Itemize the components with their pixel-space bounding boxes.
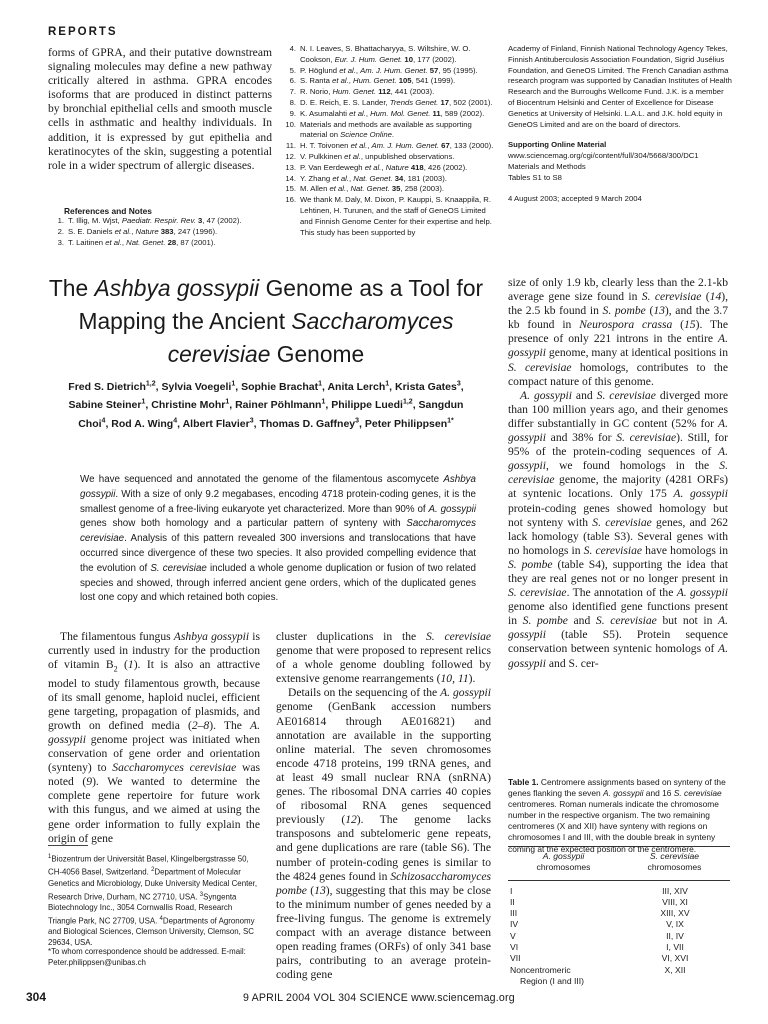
references-list-col1 xyxy=(48,216,272,248)
references-heading: References and Notes xyxy=(64,206,152,216)
reference-item: 15. M. Allen et al., Nat. Genet. 35, 258 (2003). xyxy=(285,184,445,194)
supporting-material-list xyxy=(508,151,732,183)
table-body xyxy=(508,880,730,988)
reference-item: 1. T. Illig, M. Wjst, Paediatr. Respir. Rev. 3, 47 (2002). xyxy=(57,216,242,225)
title-italic-species: Saccharomyces cerevisiae xyxy=(167,308,454,367)
previous-article-text: forms of GPRA, and their putative downstream signaling molecules may define a new pathway critically altered in asthma. GPRA encodes isoforms that are produced in distinct patterns by bronchial epithelial cells and smooth muscle cells in asthmatic and healthy individuals. In addition, it is expressed by gut epithelia and keratinocytes of the skin, suggesting a potential role in a wider spectrum of allergic diseases. xyxy=(48,46,272,172)
reference-item: 4. N. I. Leaves, S. Bhattacharyya, S. Wiltshire, W. O. Cookson, Eur. J. Hum. Genet. 10, 177 (2002). xyxy=(289,44,471,64)
abstract: We have sequenced and annotated the genome of the filamentous ascomycete Ashbya gossypii. With a size of only 9.2 megabases, encoding 4718 protein-coding genes, it is the smallest genome of a free-living eukaryote yet characterized. More than 90% of A. gossypii genes show both homology and a particular pattern of synteny with Saccharomyces cerevisiae. Analysis of this pattern revealed 300 inversions and translocations that have occurred since divergence of these two species. It also provided compelling evidence that the evolution of S. cerevisiae included a whole genome duplication or fusion of two related species and showed, through inferred ancient gene orders, which of the duplicated genes lost one copy and which retained both copies. xyxy=(80,474,477,604)
author-name: Christine Mohr$^1$, xyxy=(151,398,236,412)
table-cell-a-gossypii: Noncentromeric xyxy=(510,964,571,975)
table-cell-s-cerevisiae xyxy=(625,976,730,987)
table-header xyxy=(508,847,730,880)
author-name: Sangdun Choi$^4$, xyxy=(78,399,464,431)
table-cell-a-gossypii: III xyxy=(510,908,518,919)
table-cell-a-gossypii: VI xyxy=(510,942,519,953)
table-row xyxy=(508,931,730,942)
body-paragraph: cluster duplications in the S. cerevisiae genome that were proposed to represent relics of a whole genome doubling followed by extensive genome rearrangements (10, 11). xyxy=(276,630,492,686)
author-name: Rod A. Wing$^4$, xyxy=(111,417,183,431)
body-paragraph: Details on the sequencing of the A. gossypii genome (GenBank accession numbers AE016814 through AE016821) and annotation are available in the supporting online material. The seven chromosomes encode 4718 proteins, 199 tRNA genes, and at least 49 small nuclear RNA (snRNA) genes. The ribosomal DNA carries 40 copies of ribosomal RNA genes sequenced previously (12). The genome lacks transposons and subtelomeric gene repeats, and gene duplications are rare (table S6). The number of protein-coding genes is similar to the 4824 genes found in Schizosaccharomyces pombe (13), suggesting that this may be close to the minimum number of genes needed by a free-living fungus. The genome is extremely compact with an average distance between open reading frames (ORFs) of only 341 base pairs, contributing to an average protein-coding gene xyxy=(276,686,492,982)
table-cell-a-gossypii: IV xyxy=(510,919,519,930)
body-text-col1: The filamentous fungus Ashbya gossypii is currently used in industry for the production of vitamin $B_2$ (1). It is also an attractive model to study filamentous growth, because of its small genome, haploid nuclei, efficient gene targeting, propagation of plasmids, and growth on defined media (2–8). The A. gossypii genome project was initiated when conservation of gene order and orientation (synteny) to Saccharomyces cerevisiae was noted (9). We wanted to determine the complete gene repertoire for future work with this fungus, and we aimed at using the gene order information to fully explain the origin of gene xyxy=(48,630,261,845)
author-name: Sylvia Voegeli$^1$, xyxy=(161,380,242,393)
table-row xyxy=(508,976,730,987)
section-label: REPORTS xyxy=(48,26,118,38)
acknowledgments-col3 xyxy=(508,44,732,204)
title-text: The xyxy=(48,275,95,301)
supporting-material-item: Materials and Methods xyxy=(508,161,586,171)
supporting-material-heading: Supporting Online Material xyxy=(508,140,607,150)
author-name: Rainer Pöhlmann$^1$, xyxy=(235,398,332,412)
reference-item: 6. S. Ranta et al., Hum. Genet. 105, 541 (1999). xyxy=(289,76,456,86)
table-cell-a-gossypii: Region (I and III) xyxy=(520,975,585,986)
received-accepted-dates: 4 August 2003; accepted 9 March 2004 xyxy=(508,193,642,203)
table-cell-s-cerevisiae: XIII, XV xyxy=(660,908,690,919)
acknowledgment-text: Academy of Finland, Finnish National Technology Agency Tekes, Finnish Antituberculosis Association Foundation, Sigrid Jusélius Foundation, and GeneOS Limited. The French Canadian asthma research program was supported by Canadian Institutes of Health Research and the Burroughs Wellcome Fund. J.K. is a member of Biocentrum Helsinki and Center of Excellence for Disease Genetics at University of Helsinki. L.A.L. and J.K. hold equity in GeneOS Limited and are on the board of directors. xyxy=(508,44,732,129)
author-name: Fred S. Dietrich$^{1,2}$, xyxy=(68,380,162,393)
reference-item: 3. T. Laitinen et al., Nat. Genet. 28, 87 (2001). xyxy=(57,237,216,247)
reference-item: 10. Materials and methods are available as supporting material on Science Online. xyxy=(285,119,472,140)
table-header-col-a: A. gossypii chromosomes xyxy=(536,851,591,873)
title-text: Genome xyxy=(270,341,365,367)
author-list xyxy=(60,376,472,433)
table-cell-a-gossypii: V xyxy=(510,930,516,941)
table-row xyxy=(508,886,730,897)
author-name: Thomas D. Gaffney$^3$, xyxy=(259,417,365,431)
table-cell-s-cerevisiae: III, XIV xyxy=(662,885,688,896)
correspondence-note: *To whom correspondence should be addressed. E-mail: Peter.philippsen@unibas.ch xyxy=(48,947,246,967)
table-caption-text: Centromere assignments based on synteny of the genes flanking the seven A. gossypii and 16 S. cerevisiae centromeres. Roman numerals indicate the chromosome number in the respective organism. The two remaining centromeres (X and XII) have synteny with regions on chromosomes I and III, with the double break in synteny coming at the expected position of the centromere. xyxy=(508,777,726,854)
author-name: Krista Gates$^3$, xyxy=(394,380,464,393)
body-text-col3 xyxy=(508,276,728,671)
table-cell-s-cerevisiae: VI, XVI xyxy=(661,953,689,964)
author-name: Philippe Luedi$^{1,2}$, xyxy=(331,398,419,412)
author-name: Albert Flavier$^3$, xyxy=(182,417,260,431)
table-cell-s-cerevisiae: II, IV xyxy=(666,930,684,941)
reference-item: 9. K. Asumalahti et al., Hum. Mol. Genet. 11, 589 (2002). xyxy=(289,108,485,118)
table-cell-s-cerevisiae: X, XII xyxy=(664,964,686,975)
issue-info: 9 APRIL 2004 VOL 304 SCIENCE www.sciencemag.org xyxy=(243,992,515,1004)
references-list-col2 xyxy=(280,44,496,238)
author-affiliations: $^1$Biozentrum der Universität Basel, Klingelbergstrasse 50, CH-4056 Basel, Switzerland. $^2$Department of Molecular Genetics and Microbiology, Duke University Medical Center, Research Drive, Durham, NC 27710, USA. $^3$Syngenta Biotechnology Inc., 3054 Cornwallis Road, Research Triangle Park, NC 27709, USA. $^4$Departments of Agronomy and Biological Sciences, Clemson University, Clemson, SC 29634, USA. xyxy=(48,854,258,948)
page-number: 304 xyxy=(26,990,47,1004)
body-paragraph: size of only 1.9 kb, clearly less than the 2.1-kb average gene size found in S. cerevisiae (14), the 2.5 kb found in S. pombe (13), and the 3.7 kb found in Neurospora crassa (15). The presence of only 221 introns in the entire A. gossypii genome, many at identical positions in S. cerevisiae homologs, contributes to the compact nature of this genome. xyxy=(508,276,728,388)
reference-item: 7. R. Norio, Hum. Genet. 112, 441 (2003). xyxy=(289,87,435,97)
table-cell-s-cerevisiae: VIII, XI xyxy=(662,896,688,907)
table-row xyxy=(508,908,730,919)
supporting-material-item: Tables S1 to S8 xyxy=(508,172,562,182)
reference-item: 11. H. T. Toivonen et al., Am. J. Hum. Genet. 67, 133 (2000). xyxy=(285,141,494,151)
centromere-table xyxy=(508,846,730,987)
reference-item: 12. V. Pulkkinen et al., unpublished observations. xyxy=(285,151,455,161)
reference-item: 13. P. Van Eerdewegh et al., Nature 418, 426 (2002). xyxy=(285,162,468,172)
reference-item: 8. D. E. Reich, E. S. Lander, Trends Genet. 17, 502 (2001). xyxy=(289,97,493,107)
table-row xyxy=(508,919,730,930)
body-text-col2 xyxy=(276,630,491,982)
author-name: Sabine Steiner$^1$, xyxy=(68,398,152,412)
table-cell-s-cerevisiae: I, VII xyxy=(666,942,684,953)
title-italic-species: Ashbya gossypii xyxy=(94,275,260,301)
reference-item: 14. Y. Zhang et al., Nat. Genet. 34, 181 (2003). xyxy=(285,173,447,183)
table-row xyxy=(508,953,730,964)
footnote-rule xyxy=(48,845,88,846)
author-name: Sophie Brachat$^1$, xyxy=(241,380,328,393)
table-header-col-b: S. cerevisiae chromosomes xyxy=(647,851,702,873)
table-cell-a-gossypii: II xyxy=(510,896,515,907)
title-text: Genome as a Tool for Mapping the Ancient xyxy=(78,275,484,334)
article-title xyxy=(48,272,484,371)
author-name: Peter Philippsen$^{1*}$ xyxy=(364,417,454,431)
table-row xyxy=(508,965,730,976)
table-cell-a-gossypii: VII xyxy=(510,953,521,964)
reference-item: 5. P. Höglund et al., Am. J. Hum. Genet. 57, 95 (1995). xyxy=(289,65,478,75)
table-row xyxy=(508,942,730,953)
supporting-material-item: www.sciencemag.org/cgi/content/full/304/5668/300/DC1 xyxy=(508,151,699,161)
table-row xyxy=(508,897,730,908)
table-cell-a-gossypii: I xyxy=(510,885,513,896)
table-cell-s-cerevisiae: V, IX xyxy=(666,919,684,930)
table-label: Table 1. xyxy=(508,777,539,787)
reference-item: 16. We thank M. Daly, M. Dixon, P. Kauppi, S. Knaappila, R. Lehtinen, H. Turunen, and the staff of GeneOS Limited and Finnish Genome Center for their expertise and help. This study has been supported by xyxy=(285,195,492,237)
reference-item: 2. S. E. Daniels et al., Nature 383, 247 (1996). xyxy=(57,226,218,236)
table-caption xyxy=(508,777,730,855)
body-paragraph: A. gossypii and S. cerevisiae diverged more than 100 million years ago, and their genomes differ substantially in GC content (52% for A. gossypii and 38% for S. cerevisiae). Still, for 95% of the protein-coding sequences of A. gossypii, we found homologs in the S. cerevisiae genome, the majority (4281 ORFs) at syntenic locations. Only 175 A. gossypii protein-coding genes showed homology but not synteny with S. cerevisiae genes, and 262 lack homology (table S3). Several genes with no homologs in S. cerevisiae have homologs in S. pombe (table S4), supporting the idea that they are real genes not or no longer present in S. cerevisiae. The annotation of the A. gossypii genome also identified gene functions present in S. pombe and S. cerevisiae but not in A. gossypii (table S5). Protein sequence conservation between syntenic homologs of A. gossypii and S. cer- xyxy=(508,388,729,670)
author-name: Anita Lerch$^1$, xyxy=(327,380,395,393)
